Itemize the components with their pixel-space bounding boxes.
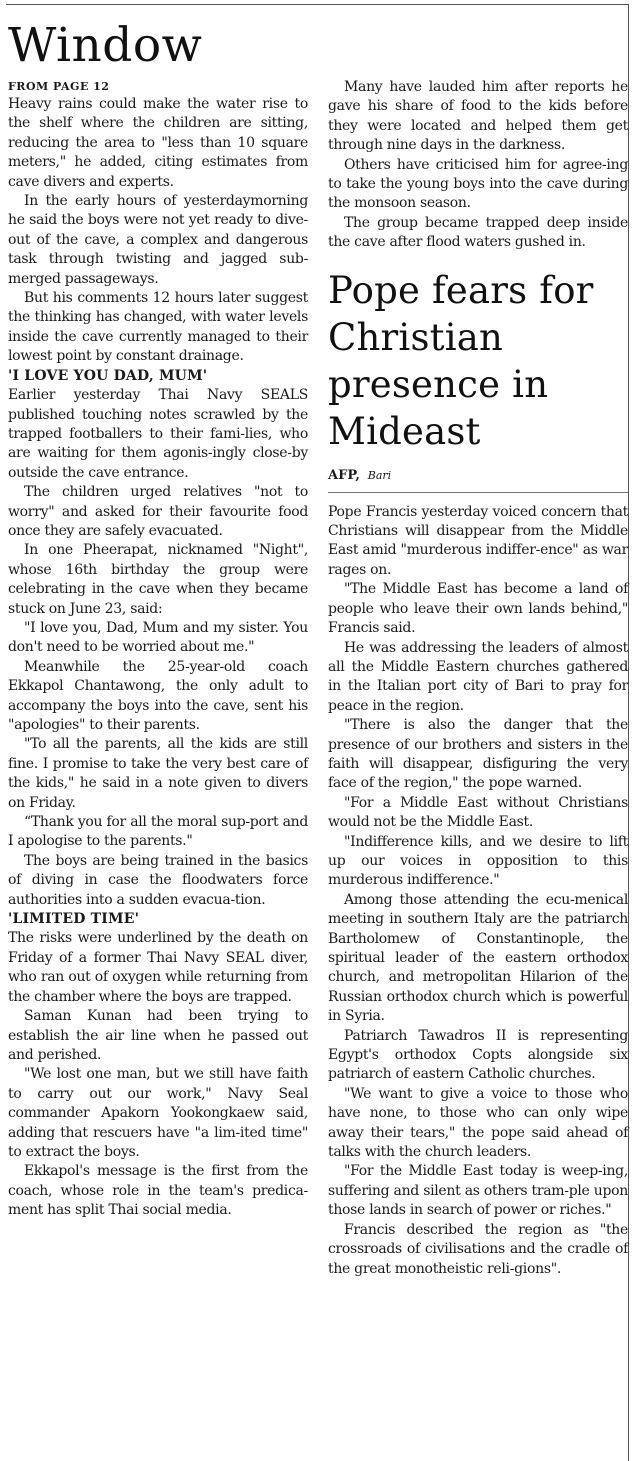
- paragraph: The children urged relatives "not to worry" and asked for their favourite food once they are safely evacuated.: [8, 484, 308, 539]
- byline-agency: AFP,: [328, 467, 360, 483]
- subhead: 'LIMITED TIME': [8, 911, 140, 928]
- right-column: [328, 78, 628, 1279]
- paragraph: He was addressing the leaders of almost all the Middle Eastern churches gathered in the Italian port city of Bari to pray for peace in the region.: [328, 639, 628, 714]
- paragraph: The risks were underlined by the death on Friday of a former Thai Navy SEAL diver, who ran out of oxygen while returning from the chamber where the boys are trapped.: [8, 930, 308, 1005]
- paragraph: The group became trapped deep inside the cave after flood waters gushed in.: [328, 214, 628, 251]
- paragraph: "Indifference kills, and we desire to lift up our voices in opposition to this murderous indifference.": [328, 833, 628, 889]
- paragraph: "We want to give a voice to those who have none, to those who can only wipe away their tears," the pope said ahead of talks with the church leaders.: [328, 1085, 628, 1161]
- continued-from-label: FROM PAGE 12: [8, 80, 110, 93]
- article-headline: Pope fears for Christian presence in Mideast: [328, 268, 594, 453]
- paragraph: Earlier yesterday Thai Navy SEALS published touching notes scrawled by the trapped footballers to their fami-lies, who are waiting for them agonis-ingly close-by outside the cave entrance.: [8, 387, 308, 481]
- byline: [328, 467, 628, 493]
- paragraph: "For the Middle East today is weep-ing, suffering and silent as others tram-ple upon those lands in search of power or riches.": [328, 1163, 628, 1219]
- paragraph: The boys are being trained in the basics of diving in case the floodwaters force authorities into a sudden evacua-tion.: [8, 852, 308, 908]
- paragraph: In one Pheerapat, nicknamed "Night", whose 16th birthday the group were celebrating in the cave when they became stuck on June 23, said:: [8, 542, 308, 617]
- paragraph: "I love you, Dad, Mum and my sister. You don't need to be worried about me.": [8, 619, 308, 656]
- section-title: Window: [8, 18, 203, 73]
- paragraph: Others have criticised him for agree-ing to take the young boys into the cave during the monsoon season.: [328, 156, 628, 212]
- paragraph: Patriarch Tawadros II is representing Egypt's orthodox Copts alongside six patriarch of eastern Catholic churches.: [328, 1027, 628, 1083]
- paragraph: Meanwhile the 25-year-old coach Ekkapol Chantawong, the only adult to accompany the boys into the cave, sent his "apologies" to their parents.: [8, 658, 308, 733]
- paragraph: Heavy rains could make the water rise to the shelf where the children are sitting, reducing the area to "less than 10 square meters," he added, citing estimates from cave divers and experts.: [8, 96, 308, 190]
- paragraph: Among those attending the ecu-menical meeting in southern Italy are the patriarch Bartholomew of Constantinople, the spiritual leader of the eastern orthodox church, and metropolitan Hilarion of the Russian orthodox church which is powerful in Syria.: [328, 891, 628, 1025]
- paragraph: Ekkapol's message is the first from the coach, whose role in the team's predica-ment has split Thai social media.: [8, 1163, 308, 1219]
- paragraph: "For a Middle East without Christians would not be the Middle East.: [328, 794, 628, 831]
- byline-place: Bari: [367, 468, 392, 482]
- subhead: 'I LOVE YOU DAD, MUM': [8, 367, 208, 384]
- paragraph: Saman Kunan had been trying to establish the air line when he passed out and perished.: [8, 1008, 308, 1063]
- paragraph: "To all the parents, all the kids are still fine. I promise to take the very best care of the kids," he said in a note given to divers on Friday.: [8, 736, 308, 811]
- right-rule: [628, 4, 629, 1461]
- paragraph: "The Middle East has become a land of people who leave their own lands behind," Francis said.: [328, 581, 628, 637]
- paragraph: "There is also the danger that the presence of our brothers and sisters in the faith will disappear, disfiguring the very face of the region," the pope warned.: [328, 717, 628, 792]
- paragraph: Pope Francis yesterday voiced concern that Christians will disappear from the Middle East amid "murderous indiffer-ence" as war rages on.: [328, 503, 628, 578]
- paragraph: Francis described the region as "the crossroads of civilisations and the cradle of the great monotheistic reli-gions".: [328, 1221, 628, 1277]
- left-column: [8, 78, 308, 1221]
- paragraph: In the early hours of yesterdaymorning he said the boys were not yet ready to dive-out of the cave, a complex and dangerous task through twisting and jagged sub-merged passageways.: [8, 193, 308, 287]
- paragraph: Many have lauded him after reports he gave his share of food to the kids before they were located and helped them get through nine days in the darkness.: [328, 79, 628, 154]
- top-rule: [6, 4, 629, 5]
- paragraph: "We lost one man, but we still have faith to carry out our work," Navy Seal commander Apakorn Yookongkaew said, adding that rescuers have "a lim-ited time" to extract the boys.: [8, 1066, 308, 1160]
- paragraph: “Thank you for all the moral sup-port and I apologise to the parents.": [8, 814, 308, 850]
- paragraph: But his comments 12 hours later suggest the thinking has changed, with water levels inside the cave currently managed to their lowest point by constant drainage.: [8, 290, 308, 365]
